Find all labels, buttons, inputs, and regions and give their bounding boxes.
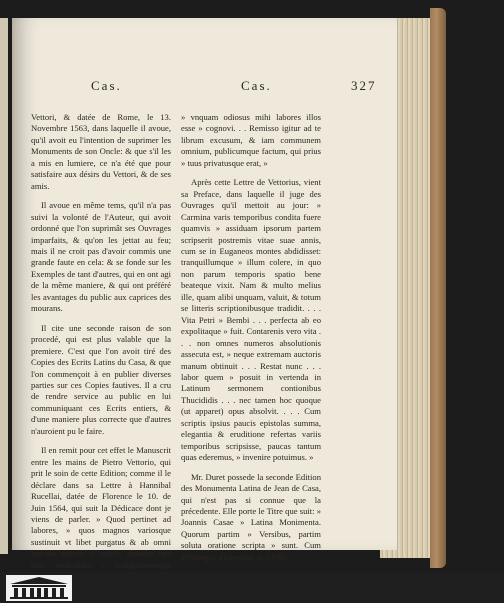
paragraph: Mr. Duret possede la seconde Edition des Monumenta Latina de Jean de Casa, qui n'est pas si connue que la précedente. Elle porte le Titre que suit: » Joannis Casae » Latina Monimenta. Quorum partim » Versibus, partim soluta oratione scripta » sunt. Cum Privilegio. Florentiae in » Offi- — [181, 471, 321, 562]
paragraph: Il cite une seconde raison de son procedé, qui est plus valable que la premiere. C'est que l'on avoit tiré des Copies des Ecrits Latins du Casa, & que l'on commençoit à en publier diverses parties sur ces Copies fautives. Il a cru de rendre service au public en lui communiquant ces Ecrits entiers, & d'une maniere plus correcte que d'autres n'auroient pu le faire. — [31, 322, 171, 436]
paragraph: Il avoue en même tems, qu'il n'a pas suivi la volonté de l'Auteur, qui avoit ordonné que l'on suprimât ses Ouvrages imparfaits, & qu'on les jettat au feu; mais il ne croit pas d'avoir commis une grande faute en cela: & se fonde sur les Exemples de tant d'autres, qui en ont agi de la même maniere, & qui ont préféré les avantages du public aux caprices des mourans. — [31, 200, 171, 314]
paragraph: Il en remit pour cet effet le Manuscrit entre les mains de Pietro Vettorio, qui prit le soin de cette Edition; comme il le déclare dans sa Lettre à Hannibal Rucellai, datée de Florence le 10. de Juin 1564, qui suit la Dédicace dont je viens de parler. » Quod pertinet ad labores, » quos magnos variosque sustinuit vt libet purgatus & ab omni macula vacuus » exiret, omnem ego hinc molestiam » indignitatemque — [31, 445, 171, 570]
running-header-left: Cas. — [91, 78, 122, 93]
page-number: 327 — [351, 78, 377, 93]
left-text-column — [31, 112, 171, 602]
paragraph: Après cette Lettre de Vettorius, vient sa Preface, dans laquelle il juge des Ouvrages qu'il mettoit au jour: » Carmina varis temporibus condita fuere quamvis » assiduam ipsorum partem scripserit postremis vitae suae annis, cum se in Euganeos montes abdidisset: tranquillumque » illum colere, in quo non parum temporis spatio bene beateque vixit. Nam & multo melius ille, quam alibi unquam, valuit, & totum se litteris scriptionibusque tradidit. . . . Vita Petri » Bembi . . . perfecta ab eo expolitaque » fuit. Contarenis vero vita . . . non omnes numeros absolutionis assecuta est, » neque extremam auctoris manum obtinuit . . . Restat nunc . . . labor quem » posuit in vertenda in Latinum sermonem contionibus Thucididis . . . nec tamen hoc quoque (ut apparet) opus absolvit. . . . Cum scriptis ipsius paucis epistolas summa, elegantia & eruditione refertas variis temporibus scripsisse, paucas tantum quas ederemus, » invenire potuimus. » — [181, 177, 321, 463]
previous-page-edge — [0, 18, 8, 554]
viewer-footer — [0, 572, 504, 603]
running-header-center: Cas. — [241, 78, 272, 93]
paragraph: » vnquam odiosus mihi labores illos esse » cognovi. . . Remisso igitur ad te librum excusum, & iam communem omnium, publicumque factum, qui prius » tuus privatusque erat, » — [181, 112, 321, 168]
paragraph: Vettori, & datée de Rome, le 13. Novembre 1563, dans laquelle il avoue, qu'il avoit eu l'intention de suprimer les Monuments de son Oncle: & que s'il les a mis en lumiere, ce n'a été que pour satisfaire aux désirs du Vettori, & de ses amis. — [31, 112, 171, 191]
book-cover-edge — [430, 8, 446, 568]
library-building-logo — [6, 575, 72, 601]
right-text-column — [181, 112, 321, 571]
book-page — [12, 18, 397, 570]
